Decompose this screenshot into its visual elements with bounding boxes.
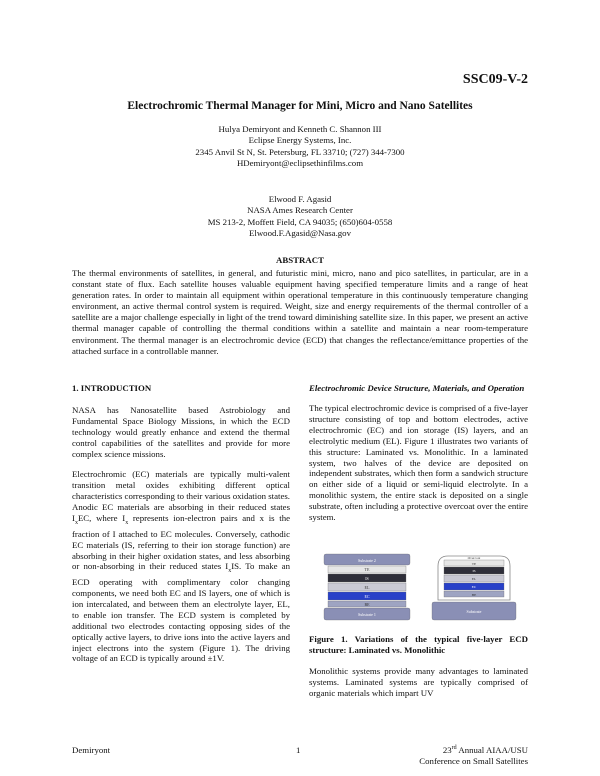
intro-paragraph-2: Electrochromic (EC) materials are typically multi-valent transition metal oxides exhibiting different optical characteristics corresponding to their various oxidation states. Anodic EC materials are absorbing in their reduced states $I_xEC$, where $I_x$ represents ion-electron pairs and x is the fraction of I attached to EC molecules. Conversely, cathodic EC materials (IS, referring to their ion storage function) are absorbing in their higher oxidation states, and less absorbing or non-absorbing in their reduced states $I_xIS$. To make an ECD operating with complimentary color changing components, we need both EC and IS layers, one of which is ion intercalated, and between them an electrolyte layer, EL, to enable ion transfer. The ECD system is completed by additional two electrodes contacting opposing sides of the optically active layers, to drive ions into the active layers and inject electrons into the system (Figure 1). The driving voltage of an ECD is typically around ±1V. [72,469,290,664]
label-te: TE [471,562,477,566]
right-column [309,383,528,533]
document-id: SSC09-V-2 [462,72,528,87]
label-te: TE [364,567,370,572]
label-el: EL [471,577,477,581]
structure-paragraph-2: Monolithic systems provide many advantages to laminated systems. Laminated systems are typically comprised of organic materials which impart UV [309,666,528,698]
page-number: 1 [296,745,301,755]
label-is: IS [365,576,369,581]
label-is: IS [472,569,476,573]
author-block-1 [0,124,600,170]
structure-paragraph-1: The typical electrochromic device is comprised of a five-layer structure consisting of top and bottom electrodes, active electrochromic (EC) and ion storage (IS) layers, and an electrolytic medium (EL). Figure 1 illustrates two variants of this structure: Laminated vs. Monolithic. In a laminated system, two halves of the device are deposited on independent substrates, which then form a sandwich structure on either side of a liquid or semi-liquid electrolyte. In a monolithic system, the entire stack is deposited on a single substrate, often including a protective overcoat over the entire system. [309,403,528,523]
author-address: 2345 Anvil St N, St. Petersburg, FL 33710; (727) 344-7300 [195,146,405,157]
intro-paragraph-1: NASA has Nanosatellite based Astrobiology and Fundamental Space Biology Missions, in which the ECD technology would greatly enhance and extend the thermal control capabilities of the satellites and provide for more complex science missions. [72,404,290,459]
label-el: EL [364,585,370,590]
abstract-heading: ABSTRACT [276,255,324,265]
figure-1-diagram [320,552,520,624]
label-substrate: Substrate [466,609,482,614]
label-be: BE [471,593,477,597]
section-heading-introduction: 1. INTRODUCTION [72,383,152,393]
label-substrate-1: Substrate 1 [358,612,376,617]
figure-caption-block [309,634,528,709]
monolithic-stack [432,556,516,620]
figure-1-caption: Figure 1. Variations of the typical five-layer ECD structure: Laminated vs. Monolithic [309,634,528,655]
label-be: BE [364,602,370,607]
label-ec: EC [471,585,477,589]
author-affiliation: Eclipse Energy Systems, Inc. [248,135,352,146]
author-email: Elwood.F.Agasid@Nasa.gov [249,228,351,239]
label-ec: EC [364,594,370,599]
label-substrate-2: Substrate 2 [358,558,376,563]
footer-author: Demiryont [72,745,111,755]
left-column [72,383,290,674]
footer-conference: 23rd Annual AIAA/USU Conference on Small Satellites [419,744,528,766]
author-email: HDemiryont@eclipsethinfilms.com [236,158,364,169]
author-name: Elwood F. Agasid [268,194,332,204]
abstract-text: The thermal environments of satellites, in general, and futuristic mini, micro, nano and pico satellites, in particular, are in a constant state of flux. Each satellite houses valuable equipment having specified temperature limits and a range of heat generation rates. In order to maintain all equipment within operational temperature in this continuously temperature changing environment, an active thermal control system is required. Weight, size and energy requirements of the thermal controller of a satellite are a major challenge especially in light of the trend toward diminishing satellite size. In this paper, we present an active thermal manager capable of controlling the thermal conditions within a satellite and maintain a near room-temperature environment. The thermal manager is an electrochromic device (ECD) that changes the reflectance/emittance properties of the attached surface in a controllable manner. [72,268,528,356]
subsection-heading-structure: Electrochromic Device Structure, Materials, and Operation [309,383,525,393]
author-names: Hulya Demiryont and Kenneth C. Shannon III [218,124,382,134]
author-affiliation: NASA Ames Research Center [247,205,353,216]
author-address: MS 213-2, Moffett Field, CA 94035; (650)604-0558 [207,216,393,227]
paper-title: Electrochromic Thermal Manager for Mini, Micro and Nano Satellites [127,100,473,112]
ecd-structure-svg [320,552,520,624]
label-overcoat: Overcoat [467,556,481,560]
author-block-2 [0,194,600,240]
laminated-stack [324,554,410,620]
